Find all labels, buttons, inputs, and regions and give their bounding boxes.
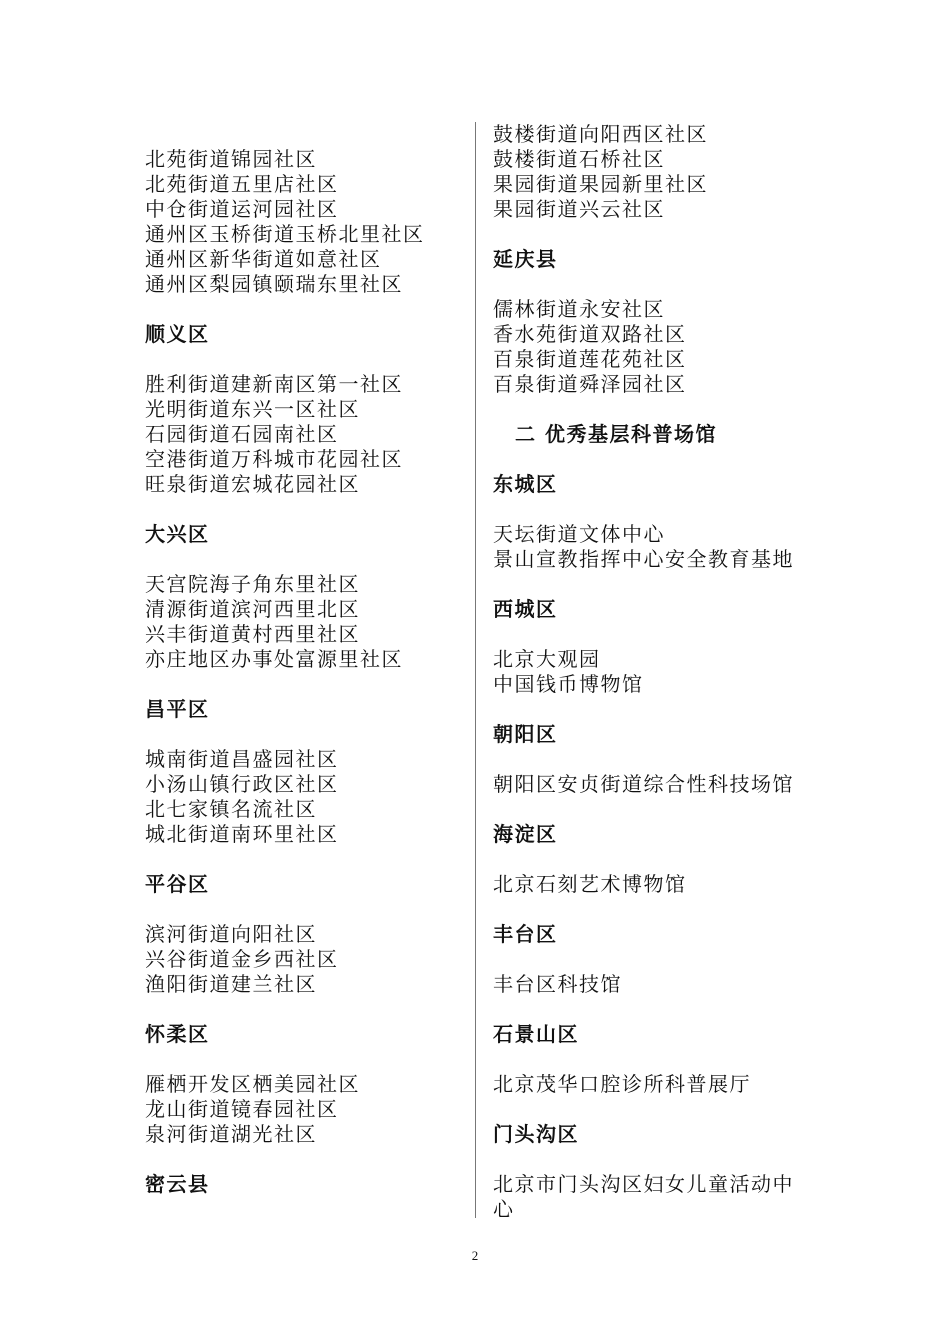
list-item: 果园街道果园新里社区 bbox=[493, 172, 708, 196]
list-item: 鼓楼街道石桥社区 bbox=[493, 147, 665, 171]
list-item: 空港街道万科城市花园社区 bbox=[145, 447, 403, 471]
list-item: 百泉街道舜泽园社区 bbox=[493, 372, 687, 396]
list-item: 清源街道滨河西里北区 bbox=[145, 597, 360, 621]
district-heading: 顺义区 bbox=[145, 322, 210, 346]
district-heading: 昌平区 bbox=[145, 697, 210, 721]
district-heading: 石景山区 bbox=[493, 1022, 579, 1046]
district-heading: 密云县 bbox=[145, 1172, 210, 1196]
list-item: 石园街道石园南社区 bbox=[145, 422, 339, 446]
column-divider bbox=[475, 122, 476, 1218]
district-heading: 平谷区 bbox=[145, 872, 210, 896]
list-item: 天坛街道文体中心 bbox=[493, 522, 665, 546]
list-item: 通州区新华街道如意社区 bbox=[145, 247, 382, 271]
list-item: 光明街道东兴一区社区 bbox=[145, 397, 360, 421]
list-item: 丰台区科技馆 bbox=[493, 972, 622, 996]
list-item: 心 bbox=[493, 1197, 515, 1221]
section-title: 二 优秀基层科普场馆 bbox=[515, 422, 717, 446]
district-heading: 延庆县 bbox=[493, 247, 558, 271]
list-item: 北苑街道锦园社区 bbox=[145, 147, 317, 171]
list-item: 通州区玉桥街道玉桥北里社区 bbox=[145, 222, 425, 246]
list-item: 百泉街道莲花苑社区 bbox=[493, 347, 687, 371]
list-item: 天宫院海子角东里社区 bbox=[145, 572, 360, 596]
list-item: 城南街道昌盛园社区 bbox=[145, 747, 339, 771]
list-item: 鼓楼街道向阳西区社区 bbox=[493, 122, 708, 146]
list-item: 北京石刻艺术博物馆 bbox=[493, 872, 687, 896]
list-item: 儒林街道永安社区 bbox=[493, 297, 665, 321]
list-item: 果园街道兴云社区 bbox=[493, 197, 665, 221]
list-item: 旺泉街道宏城花园社区 bbox=[145, 472, 360, 496]
district-heading: 大兴区 bbox=[145, 522, 210, 546]
list-item: 渔阳街道建兰社区 bbox=[145, 972, 317, 996]
list-item: 北七家镇名流社区 bbox=[145, 797, 317, 821]
list-item: 胜利街道建新南区第一社区 bbox=[145, 372, 403, 396]
district-heading: 门头沟区 bbox=[493, 1122, 579, 1146]
list-item: 滨河街道向阳社区 bbox=[145, 922, 317, 946]
list-item: 兴丰街道黄村西里社区 bbox=[145, 622, 360, 646]
list-item: 中仓街道运河园社区 bbox=[145, 197, 339, 221]
list-item: 北苑街道五里店社区 bbox=[145, 172, 339, 196]
list-item: 中国钱币博物馆 bbox=[493, 672, 644, 696]
list-item: 朝阳区安贞街道综合性科技场馆 bbox=[493, 772, 794, 796]
list-item: 兴谷街道金乡西社区 bbox=[145, 947, 339, 971]
list-item: 亦庄地区办事处富源里社区 bbox=[145, 647, 403, 671]
district-heading: 东城区 bbox=[493, 472, 558, 496]
list-item: 小汤山镇行政区社区 bbox=[145, 772, 339, 796]
list-item: 通州区梨园镇颐瑞东里社区 bbox=[145, 272, 403, 296]
list-item: 雁栖开发区栖美园社区 bbox=[145, 1072, 360, 1096]
district-heading: 西城区 bbox=[493, 597, 558, 621]
list-item: 龙山街道镜春园社区 bbox=[145, 1097, 339, 1121]
list-item: 城北街道南环里社区 bbox=[145, 822, 339, 846]
list-item: 香水苑街道双路社区 bbox=[493, 322, 687, 346]
district-heading: 海淀区 bbox=[493, 822, 558, 846]
list-item: 北京茂华口腔诊所科普展厅 bbox=[493, 1072, 751, 1096]
district-heading: 怀柔区 bbox=[145, 1022, 210, 1046]
list-item: 北京市门头沟区妇女儿童活动中 bbox=[493, 1172, 794, 1196]
list-item: 北京大观园 bbox=[493, 647, 601, 671]
district-heading: 丰台区 bbox=[493, 922, 558, 946]
list-item: 景山宣教指挥中心安全教育基地 bbox=[493, 547, 794, 571]
district-heading: 朝阳区 bbox=[493, 722, 558, 746]
page-number: 2 bbox=[471, 1248, 479, 1263]
list-item: 泉河街道湖光社区 bbox=[145, 1122, 317, 1146]
